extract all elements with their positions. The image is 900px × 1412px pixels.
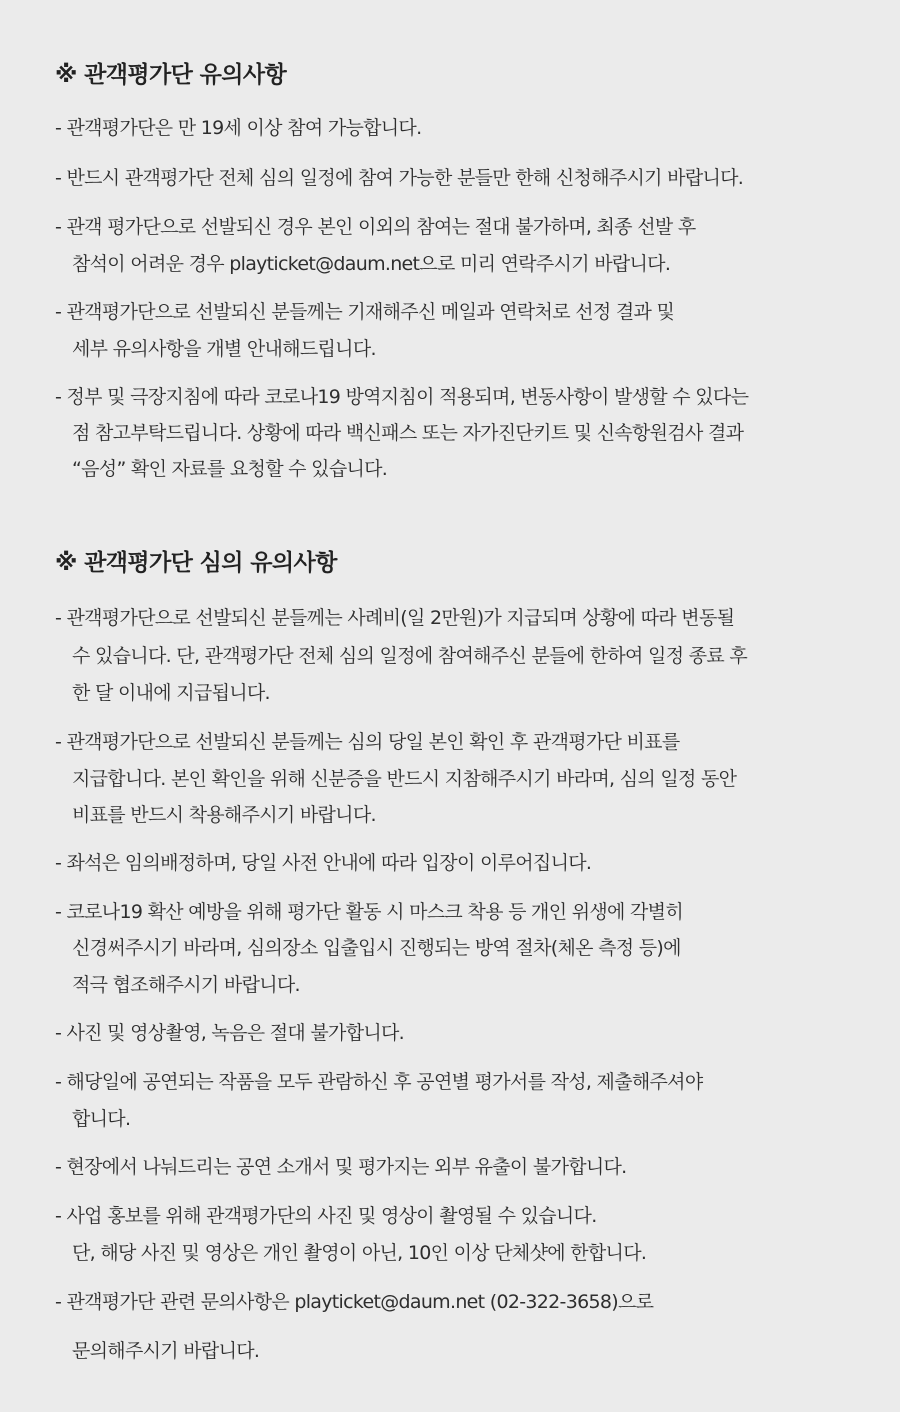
- notice-line: 단, 해당 사진 및 영상은 개인 촬영이 아닌, 10인 이상 단체샷에 한합니다.: [72, 1242, 647, 1264]
- notice-line: - 관객 평가단으로 선발되신 경우 본인 이외의 참여는 절대 불가하며, 최종 선발 후: [55, 216, 696, 238]
- notice-line: - 관객평가단으로 선발되신 분들께는 사례비(일 2만원)가 지급되며 상황에 따라 변동될: [55, 607, 735, 629]
- notice-line: - 현장에서 나눠드리는 공연 소개서 및 평가지는 외부 유출이 불가합니다.: [55, 1156, 627, 1178]
- notice-line: 참석이 어려운 경우 playticket@daum.net으로 미리 연락주시기 바랍니다.: [72, 253, 671, 275]
- notice-line: “음성” 확인 자료를 요청할 수 있습니다.: [72, 458, 388, 480]
- notice-line: 문의해주시기 바랍니다.: [72, 1340, 260, 1362]
- notice-line: - 반드시 관객평가단 전체 심의 일정에 참여 가능한 분들만 한해 신청해주시기 바랍니다.: [55, 167, 744, 189]
- notice-line: - 좌석은 임의배정하며, 당일 사전 안내에 따라 입장이 이루어집니다.: [55, 852, 592, 874]
- notice-line: - 관객평가단 관련 문의사항은 playticket@daum.net (02-322-3658)으로: [55, 1291, 654, 1313]
- notice-line: 비표를 반드시 착용해주시기 바랍니다.: [72, 804, 376, 826]
- notice-line: 수 있습니다. 단, 관객평가단 전체 심의 일정에 참여해주신 분들에 한하여 일정 종료 후: [72, 645, 747, 667]
- notice-line: 점 참고부탁드립니다. 상황에 따라 백신패스 또는 자가진단키트 및 신속항원검사 결과: [72, 422, 744, 444]
- section-title: ※ 관객평가단 심의 유의사항: [55, 550, 337, 576]
- notice-line: - 사업 홍보를 위해 관객평가단의 사진 및 영상이 촬영될 수 있습니다.: [55, 1205, 597, 1227]
- notice-line: - 관객평가단으로 선발되신 분들께는 심의 당일 본인 확인 후 관객평가단 비표를: [55, 731, 680, 753]
- notice-line: - 정부 및 극장지침에 따라 코로나19 방역지침이 적용되며, 변동사항이 발생할 수 있다는: [55, 386, 749, 408]
- notice-line: 세부 유의사항을 개별 안내해드립니다.: [72, 338, 376, 360]
- notice-line: 지급합니다. 본인 확인을 위해 신분증을 반드시 지참해주시기 바라며, 심의 일정 동안: [72, 768, 737, 790]
- notice-line: 한 달 이내에 지급됩니다.: [72, 682, 270, 704]
- notice-line: - 사진 및 영상촬영, 녹음은 절대 불가합니다.: [55, 1022, 404, 1044]
- notice-line: - 관객평가단으로 선발되신 분들께는 기재해주신 메일과 연락처로 선정 결과 및: [55, 301, 675, 323]
- notice-line: - 코로나19 확산 예방을 위해 평가단 활동 시 마스크 착용 등 개인 위생에 각별히: [55, 901, 683, 923]
- notice-line: 적극 협조해주시기 바랍니다.: [72, 974, 300, 996]
- section-title: ※ 관객평가단 유의사항: [55, 62, 287, 88]
- notice-line: 신경써주시기 바라며, 심의장소 입출입시 진행되는 방역 절차(체온 측정 등)에: [72, 937, 681, 959]
- notice-line: - 관객평가단은 만 19세 이상 참여 가능합니다.: [55, 117, 422, 139]
- notice-line: - 해당일에 공연되는 작품을 모두 관람하신 후 공연별 평가서를 작성, 제출해주셔야: [55, 1071, 703, 1093]
- notice-line: 합니다.: [72, 1108, 131, 1130]
